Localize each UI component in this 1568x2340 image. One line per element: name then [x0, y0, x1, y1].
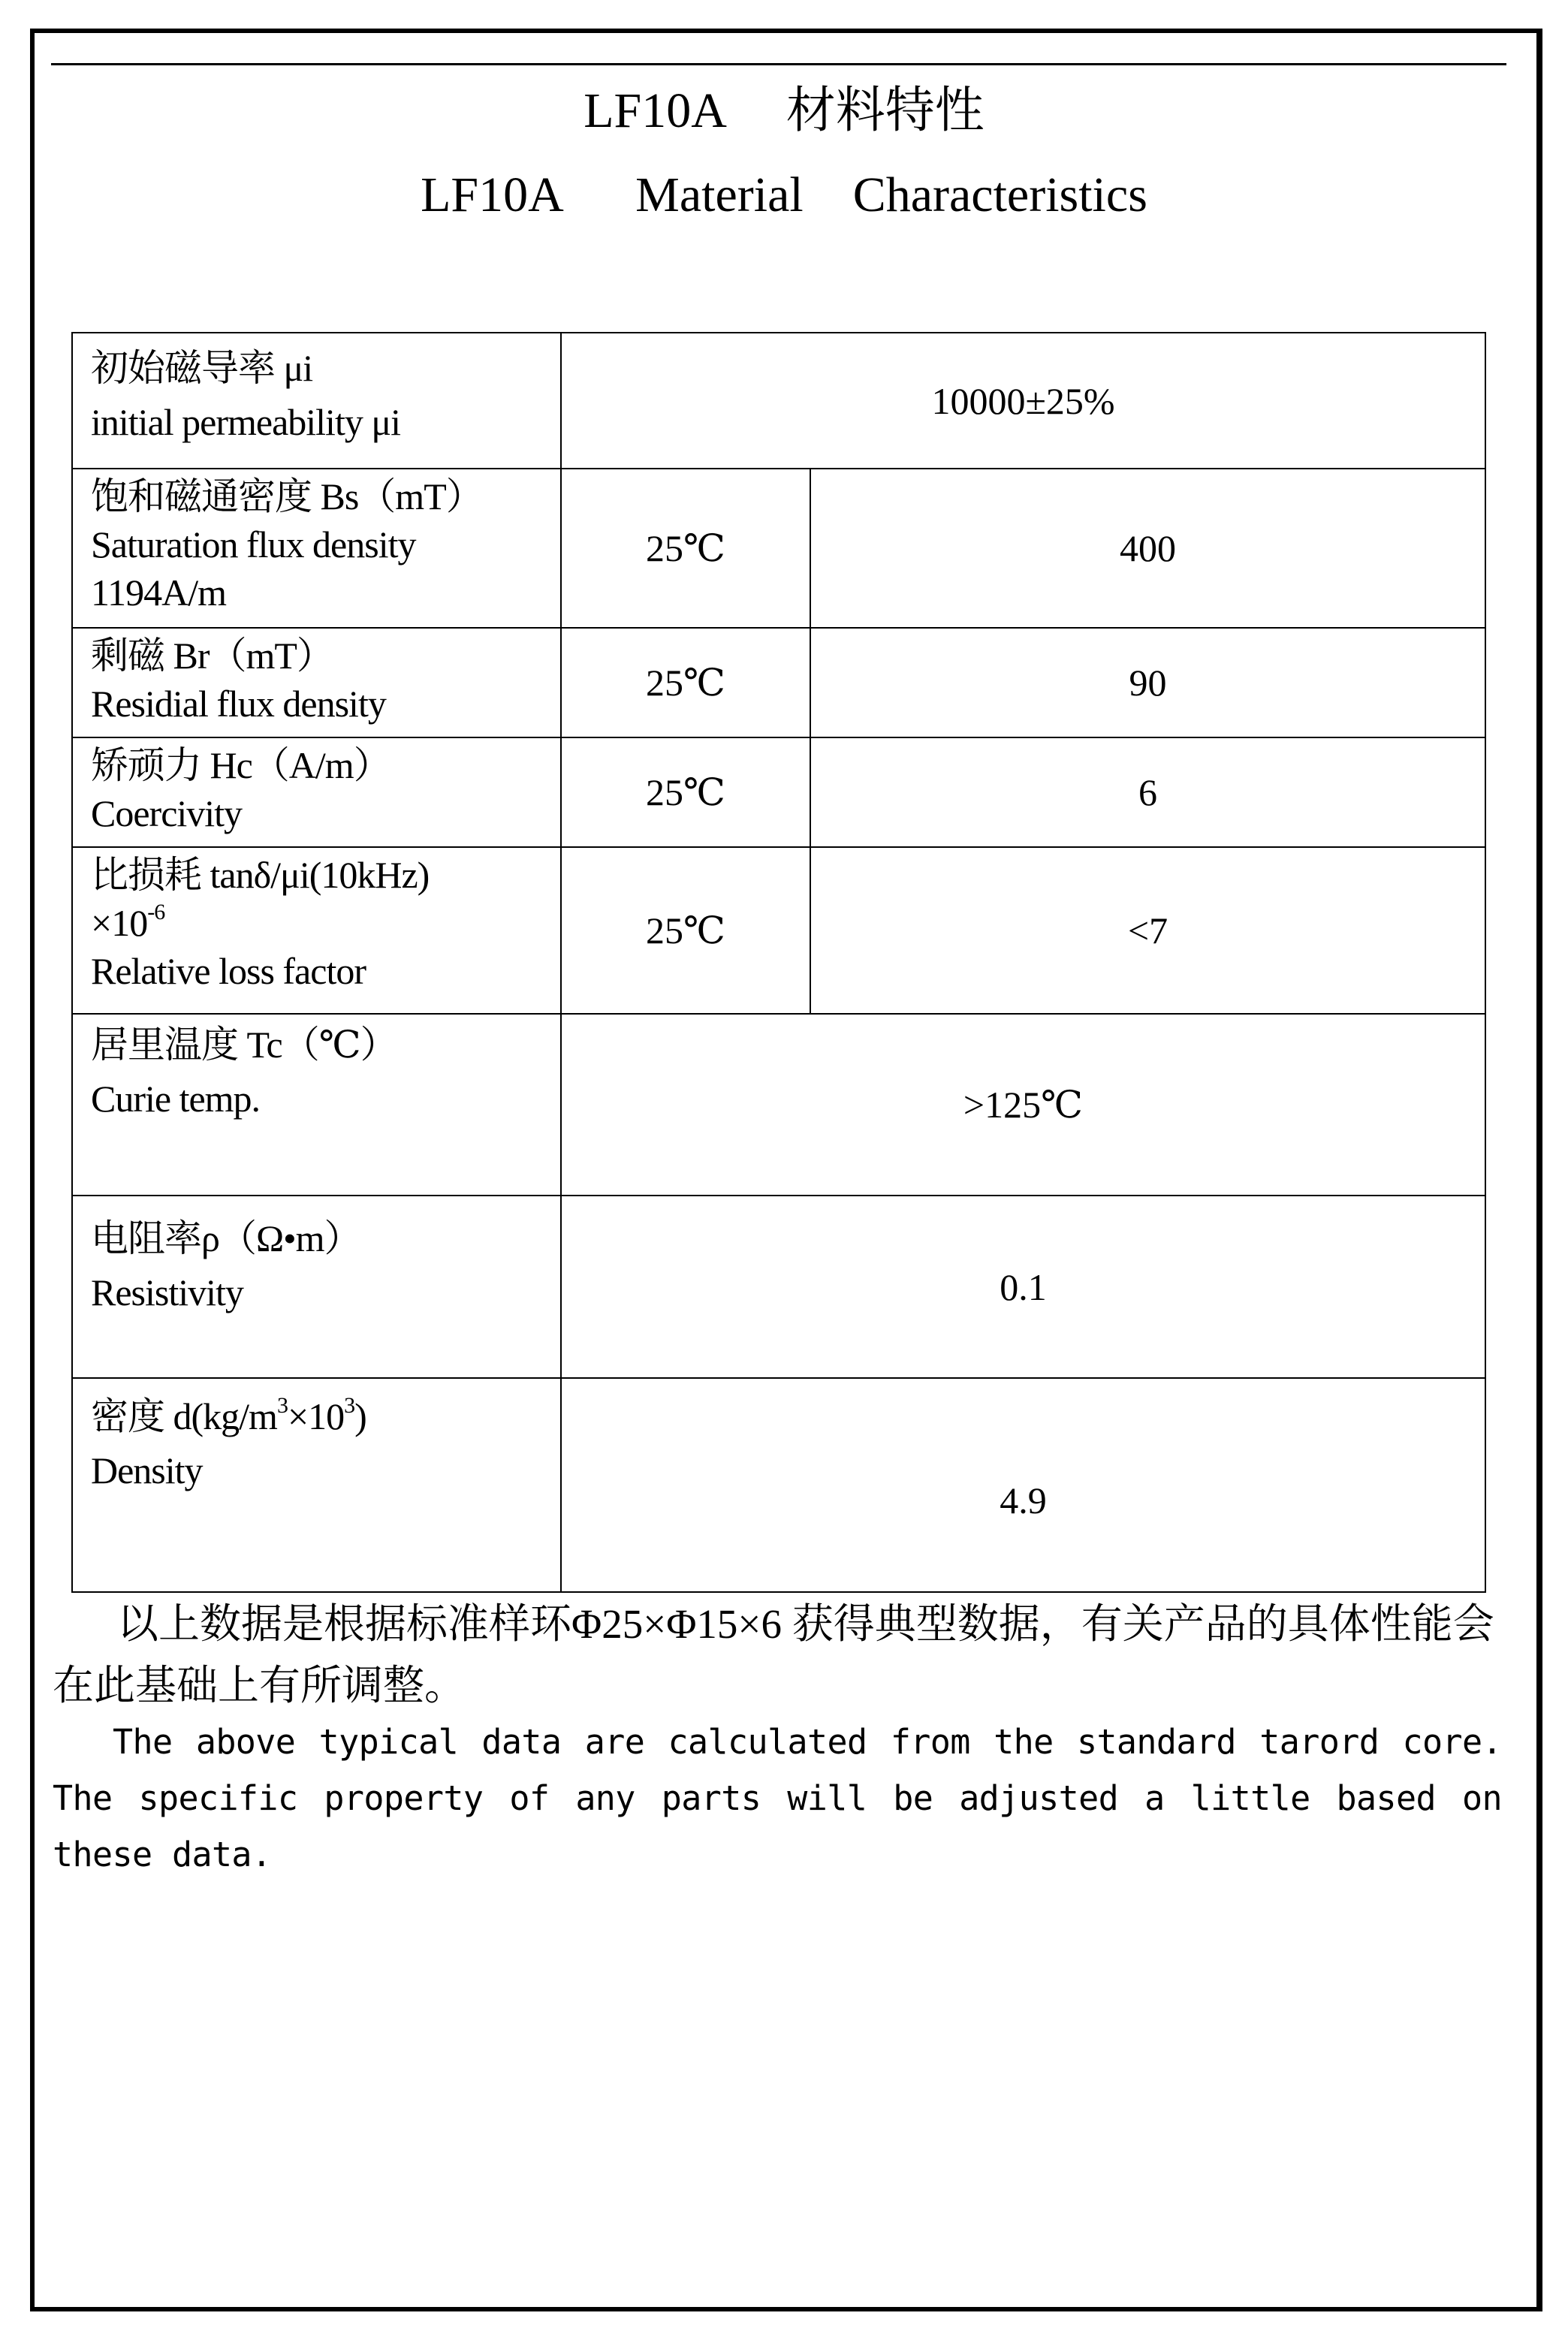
row-label [72, 847, 561, 1014]
note-english: The above typical data are calculated from the standard tarord core. The specific property of any parts will be adjusted a little based on these data. [53, 1722, 1502, 1874]
row-temperature: 25℃ [561, 847, 810, 1014]
label-en: Curie temp. [91, 1078, 261, 1120]
row-value: <7 [810, 847, 1485, 1014]
table-row [72, 628, 1485, 737]
row-value: 4.9 [561, 1378, 1485, 1592]
label-cn: 初始磁导率 μi [91, 347, 313, 389]
label-en: Density [91, 1449, 203, 1491]
label-en: Resistivity [91, 1271, 243, 1313]
header-rule [51, 63, 1506, 65]
row-temperature: 25℃ [561, 469, 810, 628]
label-en: initial permeability μi [91, 401, 401, 443]
note-chinese: 以上数据是根据标准样环Φ25×Φ15×6 获得典型数据，有关产品的具体性能会在此基础上有所调整。 [53, 1601, 1494, 1708]
row-value: 6 [810, 737, 1485, 847]
label-cn: 比损耗 tanδ/μi(10kHz) [91, 854, 430, 896]
title-english: LF10A Material Characteristics [421, 167, 1147, 222]
table-row [72, 847, 1485, 1014]
label-cn: 居里温度 Tc（℃） [91, 1024, 397, 1066]
row-value: 0.1 [561, 1196, 1485, 1378]
label-en: Saturation flux density [91, 523, 416, 565]
table-row [72, 1378, 1485, 1592]
label-en: Relative loss factor [91, 950, 366, 992]
row-label [72, 469, 561, 628]
row-label [72, 1196, 561, 1378]
label-cn: 矫顽力 Hc（A/m） [91, 744, 390, 786]
label-en: Residial flux density [91, 683, 386, 725]
row-value: 10000±25% [561, 333, 1485, 469]
row-value: 400 [810, 469, 1485, 628]
row-label [72, 333, 561, 469]
title-chinese: LF10A 材料特性 [583, 83, 985, 138]
row-label [72, 1378, 561, 1592]
row-value: >125℃ [561, 1014, 1485, 1196]
row-value: 90 [810, 628, 1485, 737]
label-cn: 剩磁 Br（mT） [91, 635, 333, 677]
row-label [72, 628, 561, 737]
label-cn: 饱和磁通密度 Bs（mT） [91, 475, 483, 517]
row-temperature: 25℃ [561, 628, 810, 737]
row-label [72, 737, 561, 847]
row-label [72, 1014, 561, 1196]
label-en: Coercivity [91, 792, 243, 834]
label-condition: 1194A/m [91, 571, 227, 614]
table-row [72, 737, 1485, 847]
material-characteristics-table [71, 332, 1486, 1593]
label-unit: $\times 10^{-6}$ [91, 900, 165, 944]
table-row [72, 333, 1485, 469]
row-temperature: 25℃ [561, 737, 810, 847]
table-row [72, 1196, 1485, 1378]
table-row [72, 1014, 1485, 1196]
label-cn: 电阻率ρ（Ω•m） [91, 1217, 361, 1259]
table-row [72, 469, 1485, 628]
label-cn: 密度 $d(kg/m^3\times 10^3)$ [91, 1393, 366, 1437]
